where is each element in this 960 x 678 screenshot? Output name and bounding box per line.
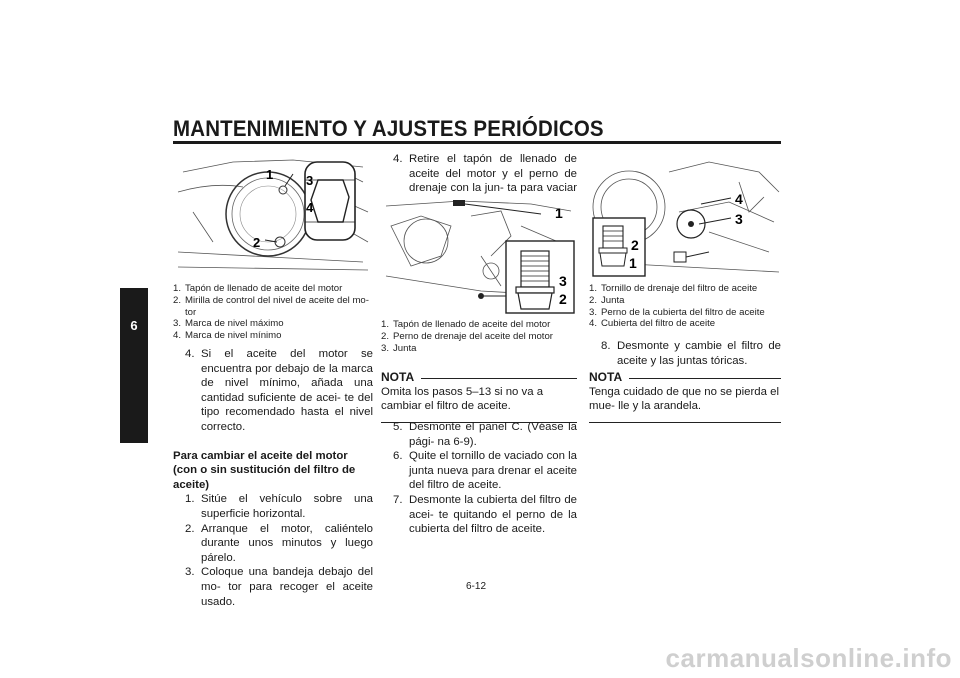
nota-label: NOTA bbox=[381, 370, 577, 385]
step-4-check-level: 4. Si el aceite del motor se encuentra por debajo de la marca de nivel mínimo, añada una cantidad suficiente de acei- te del tipo recomendado hasta el nivel correcto. bbox=[185, 348, 373, 433]
step-2: 2. Arranque el motor, caliéntelo durante unos minutos y luego párelo. bbox=[185, 522, 373, 564]
caption-item: 4. Cubierta del filtro de aceite bbox=[589, 318, 716, 330]
step-4-drain: 4. Retire el tapón de llenado de aceite del motor y el perno de drenaje con la jun- ta para vaciar bbox=[393, 153, 577, 195]
figure-oil-filter-cover bbox=[589, 152, 781, 277]
figure-drain-bolt bbox=[381, 196, 577, 314]
title-rule bbox=[173, 141, 781, 144]
chapter-tab bbox=[120, 288, 148, 443]
fig2-captions bbox=[381, 319, 577, 354]
column-2-nota bbox=[381, 370, 577, 423]
fig2-callout-2: 2 bbox=[559, 291, 567, 307]
fig3-captions bbox=[589, 283, 781, 330]
fig1-callout-1: 1 bbox=[266, 167, 274, 182]
step-3: 3. Coloque una bandeja debajo del mo- tor para recoger el aceite usado. bbox=[185, 566, 373, 608]
fig2-callout-3: 3 bbox=[559, 273, 567, 289]
caption-item: 2. Mirilla de control del nivel de aceite del mo- tor bbox=[173, 294, 369, 318]
step-7: 7. Desmonte la cubierta del filtro de acei- te quitando el perno de la cubierta del filtro de aceite. bbox=[393, 493, 577, 536]
nota-label: NOTA bbox=[589, 370, 781, 385]
caption-item: 1. Tornillo de drenaje del filtro de aceite bbox=[589, 283, 758, 294]
column-3-nota bbox=[589, 370, 781, 423]
fig3-callout-3: 3 bbox=[735, 211, 743, 227]
caption-item: 2. Perno de drenaje del aceite del motor bbox=[381, 330, 553, 342]
caption-item: 3. Junta bbox=[381, 342, 417, 354]
step-5: 5. Desmonte el panel C. (Véase la pági- na 6-9). bbox=[393, 421, 577, 448]
column-2-steps bbox=[381, 420, 577, 537]
caption-item: 4. Marca de nivel mínimo bbox=[173, 330, 282, 342]
column-3-text bbox=[589, 339, 781, 368]
nota-text: Tenga cuidado de que no se pierda el mue- lle y la arandela. bbox=[589, 385, 779, 413]
fig1-captions bbox=[173, 283, 373, 342]
caption-item: 1. Tapón de llenado de aceite del motor bbox=[173, 283, 343, 294]
figure-oil-level-window bbox=[173, 152, 373, 277]
step-8: 8. Desmonte y cambie el filtro de aceite y las juntas tóricas. bbox=[601, 340, 781, 367]
step-6: 6. Quite el tornillo de vaciado con la junta nueva para drenar el aceite del filtro de aceite. bbox=[393, 450, 577, 492]
page-title: MANTENIMIENTO Y AJUSTES PERIÓDICOS bbox=[173, 116, 604, 141]
fig3-callout-4: 4 bbox=[735, 191, 743, 207]
caption-item: 2. Junta bbox=[589, 294, 625, 306]
caption-item: 3. Perno de la cubierta del filtro de aceite bbox=[589, 306, 765, 318]
section-heading: Para cambiar el aceite del motor (con o sin sustitución del filtro de aceite) bbox=[173, 449, 356, 491]
fig1-callout-2: 2 bbox=[253, 235, 261, 250]
nota-end-rule bbox=[589, 422, 781, 423]
fig2-callout-1: 1 bbox=[555, 205, 563, 221]
caption-item: 1. Tapón de llenado de aceite del motor bbox=[381, 319, 551, 330]
chapter-tab-number: 6 bbox=[130, 318, 138, 333]
column-1-text bbox=[173, 347, 373, 609]
nota-text: Omita los pasos 5–13 si no va a cambiar el filtro de aceite. bbox=[381, 385, 544, 413]
caption-item: 3. Marca de nivel máximo bbox=[173, 318, 284, 330]
step-1: 1. Sitúe el vehículo sobre una superficie horizontal. bbox=[185, 493, 373, 520]
fig1-callout-4: 4 bbox=[306, 200, 314, 215]
watermark: carmanualsonline.info bbox=[665, 643, 952, 673]
fig3-callout-2: 2 bbox=[631, 237, 639, 253]
page-number: 6-12 bbox=[466, 581, 487, 592]
fig3-callout-1: 1 bbox=[629, 255, 637, 271]
fig1-callout-3: 3 bbox=[306, 173, 314, 188]
